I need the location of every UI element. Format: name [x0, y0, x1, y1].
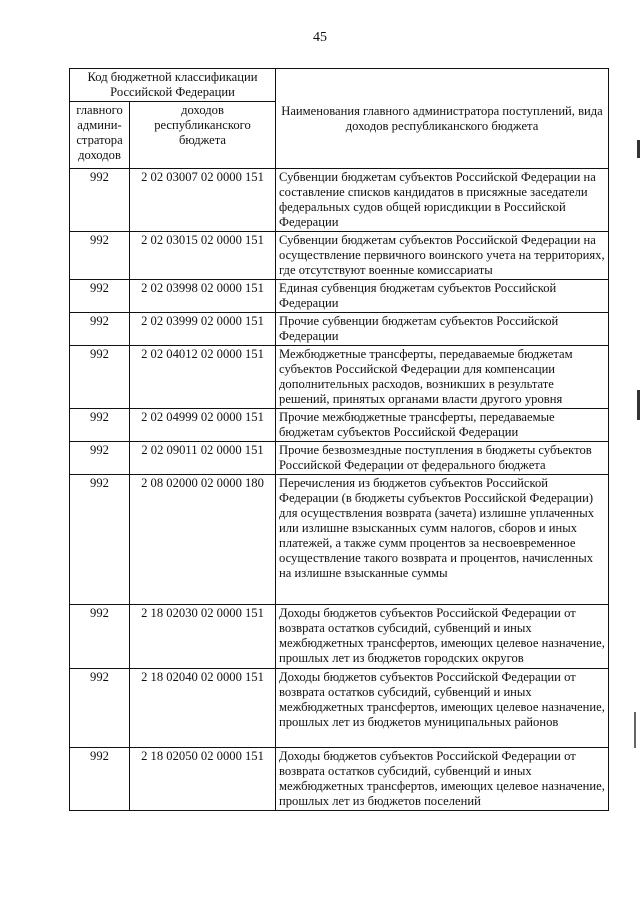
admin-code-cell: 992 [70, 280, 130, 313]
budget-classification-table [69, 68, 609, 811]
admin-code-cell: 992 [70, 169, 130, 232]
page-number: 45 [313, 30, 327, 45]
table-row [70, 475, 609, 605]
table-row [70, 409, 609, 442]
table-row [70, 442, 609, 475]
income-code-cell: 2 02 04999 02 0000 151 [130, 409, 276, 442]
admin-code-cell: 992 [70, 748, 130, 811]
income-name-cell: Прочие межбюджетные трансферты, передаваемые бюджетам субъектов Российской Федерации [276, 409, 609, 442]
table-row [70, 280, 609, 313]
income-code-cell: 2 18 02040 02 0000 151 [130, 669, 276, 748]
admin-code-cell: 992 [70, 669, 130, 748]
income-name-cell: Субвенции бюджетам субъектов Российской Федерации на составление списков кандидатов в присяжные заседатели федеральных судов общей юрисдикции в Российской Федерации [276, 169, 609, 232]
margin-mark [634, 712, 636, 748]
income-name-cell: Перечисления из бюджетов субъектов Российской Федерации (в бюджеты субъектов Российской Федерации) для осуществления возврата (зачета) излишне уплаченных или излишне взысканных сумм налогов, сборов и иных платежей, а также сумм процентов за несвоевременное осуществление такого возврата и процентов, начисленных на излишне взысканные суммы [276, 475, 609, 605]
header-chief-administrator: главного админи-стратора доходов [70, 102, 130, 169]
income-code-cell: 2 02 03998 02 0000 151 [130, 280, 276, 313]
income-code-cell: 2 02 09011 02 0000 151 [130, 442, 276, 475]
income-code-cell: 2 18 02050 02 0000 151 [130, 748, 276, 811]
income-name-cell: Единая субвенция бюджетам субъектов Российской Федерации [276, 280, 609, 313]
income-code-cell: 2 02 03007 02 0000 151 [130, 169, 276, 232]
header-administrator-name: Наименования главного администратора поступлений, вида доходов республиканского бюджета [276, 69, 609, 169]
admin-code-cell: 992 [70, 475, 130, 605]
table-row [70, 669, 609, 748]
income-name-cell: Прочие субвенции бюджетам субъектов Российской Федерации [276, 313, 609, 346]
income-name-cell: Субвенции бюджетам субъектов Российской Федерации на осуществление первичного воинского учета на территориях, где отсутствуют военные комиссариаты [276, 232, 609, 280]
table-row [70, 313, 609, 346]
admin-code-cell: 992 [70, 313, 130, 346]
admin-code-cell: 992 [70, 346, 130, 409]
table-body [70, 169, 609, 811]
table-row [70, 346, 609, 409]
admin-code-cell: 992 [70, 409, 130, 442]
income-name-cell: Доходы бюджетов субъектов Российской Федерации от возврата остатков субсидий, субвенций и иных межбюджетных трансфертов, имеющих целевое назначение, прошлых лет из бюджетов городских округов [276, 605, 609, 669]
income-code-cell: 2 18 02030 02 0000 151 [130, 605, 276, 669]
admin-code-cell: 992 [70, 442, 130, 475]
income-name-cell: Доходы бюджетов субъектов Российской Федерации от возврата остатков субсидий, субвенций и иных межбюджетных трансфертов, имеющих целевое назначение, прошлых лет из бюджетов муниципальных районов [276, 669, 609, 748]
income-name-cell: Прочие безвозмездные поступления в бюджеты субъектов Российской Федерации от федерального бюджета [276, 442, 609, 475]
admin-code-cell: 992 [70, 605, 130, 669]
header-republican-income: доходов республиканского бюджета [130, 102, 276, 169]
table-row [70, 169, 609, 232]
income-name-cell: Доходы бюджетов субъектов Российской Федерации от возврата остатков субсидий, субвенций и иных межбюджетных трансфертов, имеющих целевое назначение, прошлых лет из бюджетов поселений [276, 748, 609, 811]
income-name-cell: Межбюджетные трансферты, передаваемые бюджетам субъектов Российской Федерации для компенсации дополнительных расходов, возникших в результате решений, принятых органами власти другого уровня [276, 346, 609, 409]
income-code-cell: 2 02 03999 02 0000 151 [130, 313, 276, 346]
header-classification-code: Код бюджетной классификации Российской Федерации [70, 69, 276, 102]
income-code-cell: 2 02 04012 02 0000 151 [130, 346, 276, 409]
table-row [70, 748, 609, 811]
admin-code-cell: 992 [70, 232, 130, 280]
income-code-cell: 2 08 02000 02 0000 180 [130, 475, 276, 605]
table-row [70, 605, 609, 669]
table-row [70, 232, 609, 280]
income-code-cell: 2 02 03015 02 0000 151 [130, 232, 276, 280]
